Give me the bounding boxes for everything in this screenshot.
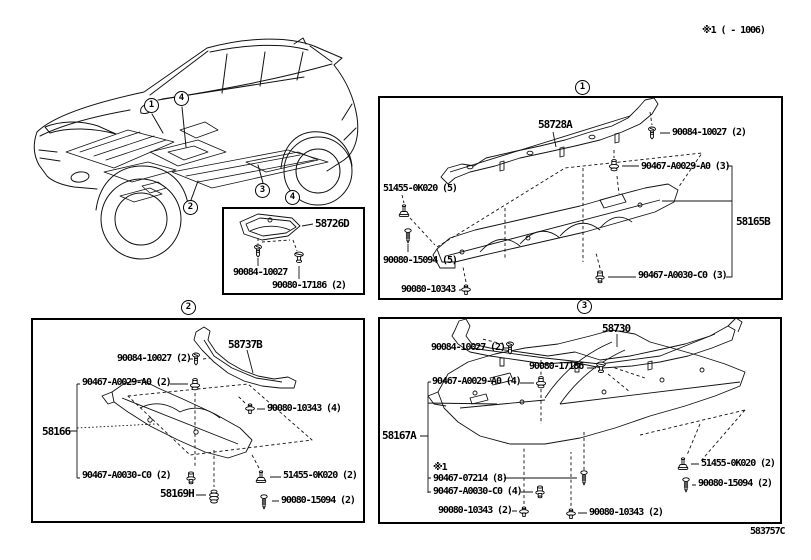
figure-code: 583757C: [750, 526, 785, 537]
part-number-bolt: 90084-10027: [233, 267, 288, 278]
part-number-screw-front: 90080-15094 (2): [281, 495, 355, 506]
part-number-screw-front: 90080-15094 (5): [383, 255, 457, 266]
part-number-clip-upper: 90467-A0029-A0 (4): [432, 376, 521, 387]
car-callout-4: 4: [174, 91, 189, 106]
part-number-clip-front: 51455-0K020 (2): [283, 470, 357, 481]
box1-callout: 1: [575, 80, 590, 95]
part-number-58728A: 58728A: [538, 118, 572, 131]
part-number-58165B: 58165B: [736, 215, 770, 228]
car-callout-2: 2: [183, 200, 198, 215]
part-number-clip-lower: 90467-A0030-C0 (4): [433, 486, 522, 497]
applicability-note: ※1 ( - 1006): [702, 25, 765, 36]
part-number-bolt-upper: 90084-10027 (2): [431, 342, 505, 353]
part-number-bolt-bottom-right: 90080-10343 (2): [589, 507, 663, 518]
part-number-58726D: 58726D: [315, 217, 349, 230]
part-number-pushnut: 90080-17186 (2): [272, 280, 346, 291]
part-number-58730: 58730: [602, 322, 631, 335]
part-number-bolt-bottom: 90080-10343: [401, 284, 456, 295]
car-callout-3: 3: [255, 183, 270, 198]
part-number-clip-lower: 90467-A0030-C0 (3): [638, 270, 727, 281]
part-number-pushnut: 90080-17186: [529, 361, 584, 372]
detail4-box-callout: 4: [285, 190, 300, 205]
part-number-clip-front: 51455-0K020 (5): [383, 183, 457, 194]
part-number-screw-mid: 90467-07214 (8): [433, 473, 507, 484]
part-number-58166: 58166: [42, 425, 71, 438]
part-number-clip-lower: 90467-A0030-C0 (2): [82, 470, 171, 481]
part-number-bolt-upper: 90084-10027 (2): [117, 353, 191, 364]
part-number-58169H: 58169H: [160, 487, 194, 500]
box3-callout: 3: [577, 299, 592, 314]
part-number-bolt-upper: 90084-10027 (2): [672, 127, 746, 138]
box2-frame: [31, 318, 365, 523]
part-number-58167A: 58167A: [382, 429, 416, 442]
box2-callout: 2: [181, 300, 196, 315]
part-number-58737B: 58737B: [228, 338, 262, 351]
part-number-clip-upper: 90467-A0029-A0 (2): [82, 377, 171, 388]
part-number-bolt-bottom-left: 90080-10343 (2): [438, 505, 512, 516]
part-number-clip-front: 51455-0K020 (2): [701, 458, 775, 469]
part-number-clip-upper: 90467-A0029-A0 (3): [641, 161, 730, 172]
note-ref-marker: ※1: [433, 462, 447, 473]
part-number-screw-front: 90080-15094 (2): [698, 478, 772, 489]
part-number-bolt-mid: 90080-10343 (4): [267, 403, 341, 414]
car-callout-1: 1: [144, 98, 159, 113]
